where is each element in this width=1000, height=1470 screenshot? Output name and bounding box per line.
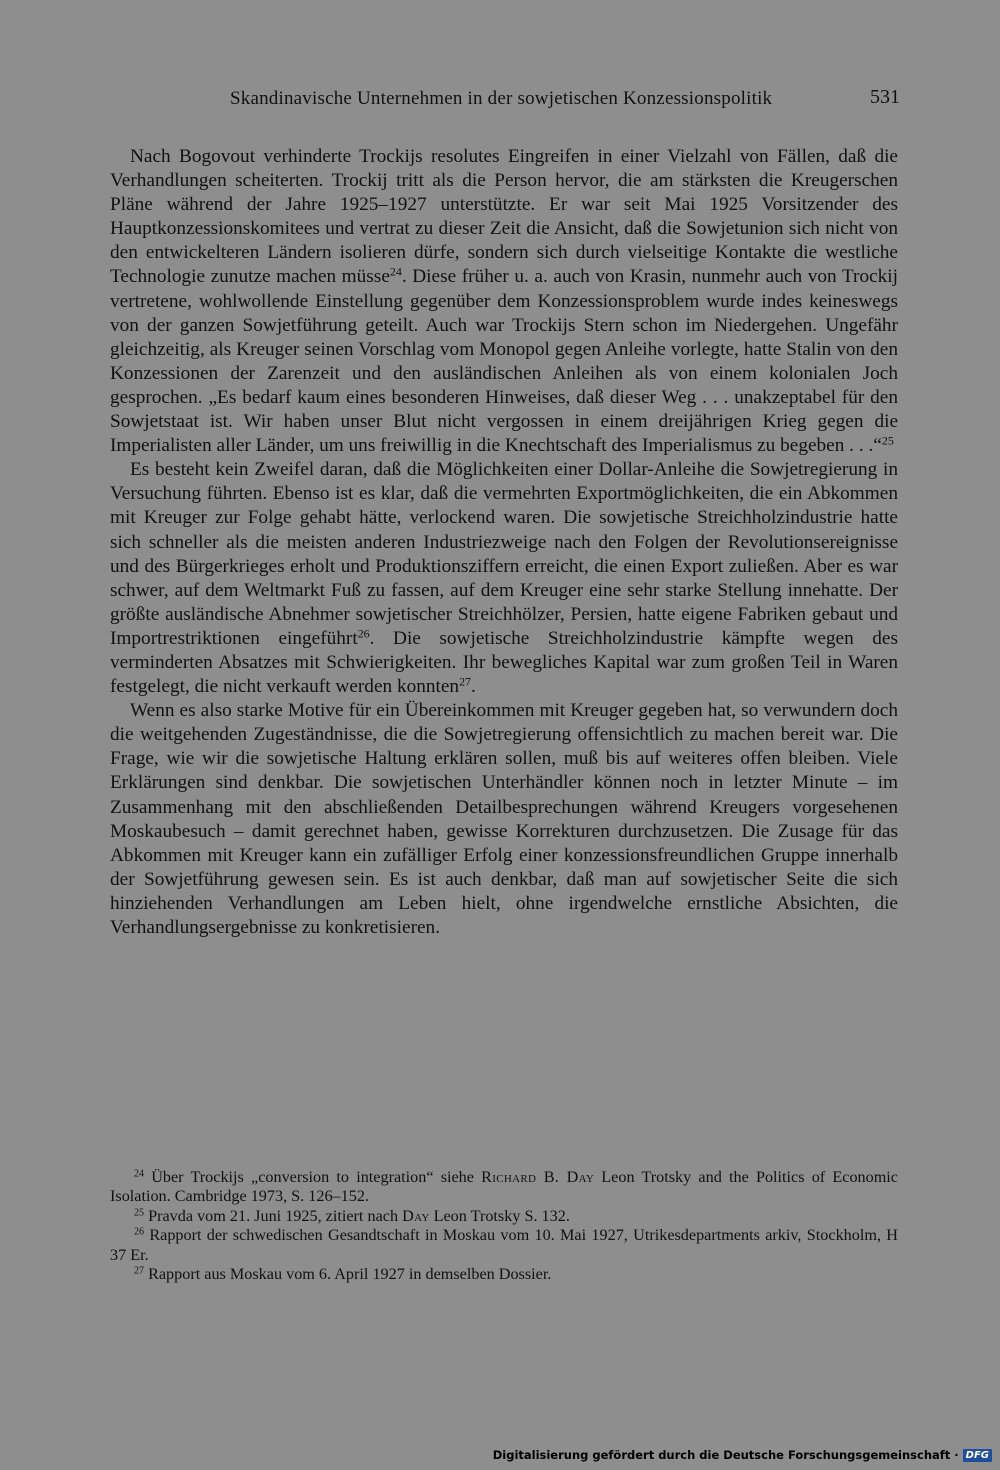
paragraph-text: Nach Bogovout verhinderte Trockijs resolutes Eingreifen in einer Vielzahl von Fällen, daß die Verhandlungen scheiterten. Trockij tritt als die Person hervor, die am stärksten die Kreugerschen Pläne während der Jahre 1925–1927 unterstützte. Er war seit Mai 1925 Vorsitzender des Hauptkonzessionskomitees und vertrat zu dieser Zeit die Ansicht, daß die Sowjetunion sich nicht von den entwickelteren Ländern isolieren dürfe, sondern sich durch vielseitige Kontakte die westliche Technologie zunutze machen müsse xyxy=(110,146,898,288)
footnote-ref-24[interactable]: 24 xyxy=(389,264,402,279)
footnote-25 xyxy=(110,1207,898,1226)
footnote-number: 26 xyxy=(134,1226,145,1238)
paragraph-text: . Die sowjetische Streichholzindustrie kämpfte wegen des verminderten Absatzes mit Schwierigkeiten. Ihr bewegliches Kapital war zum großen Teil in Waren festgelegt, die nicht verkauft werden konnten xyxy=(110,627,898,698)
footnote-text: Pravda vom 21. Juni 1925, zitiert nach xyxy=(148,1206,403,1225)
footnote-ref-25[interactable]: 25 xyxy=(881,433,894,448)
footnote-ref-27[interactable]: 27 xyxy=(459,674,472,689)
footnote-text: Leon Trotsky S. 132. xyxy=(429,1206,570,1225)
footnote-author: Richard B. Day xyxy=(481,1168,595,1186)
paragraph-text: Es besteht kein Zweifel daran, daß die Möglichkeiten einer Dollar-Anleihe die Sowjetregierung in Versuchung führten. Ebenso ist es klar, daß die vermehrten Exportmöglichkeiten, die ein Abkommen mit Kreuger zur Folge gehabt hätte, verlockend waren. Die sowjetische Streichholzindustrie hatte sich schneller als die meisten anderen Industriezweige nach den Folgen der Revolutionsereignisse und des Bürgerkrieges erholt und Produktionsziffern erreicht, die einen Export zuließen. Aber es war schwer, auf dem Weltmarkt Fuß zu fassen, auf dem Kreuger eine sehr starke Stellung innehatte. Der größte ausländische Abnehmer sowjetischer Streichhölzer, Persien, hatte eigene Fabriken gebaut und Importrestriktionen eingeführt xyxy=(110,459,898,649)
footnote-number: 25 xyxy=(134,1207,145,1219)
main-text xyxy=(110,145,898,940)
paragraph-text: . xyxy=(471,676,476,698)
footnote-text: Rapport der schwedischen Gesandtschaft in Moskau vom 10. Mai 1927, Utrikesdepartments arkiv, Stockholm, H 37 Er. xyxy=(110,1226,898,1264)
footnote-ref-26[interactable]: 26 xyxy=(357,626,370,641)
paragraph-text: . Diese früher u. a. auch von Krasin, nunmehr auch von Trockij vertretene, wohlwollende Einstellung gegenüber dem Konzessionsproblem wurde indes keineswegs von der ganzen Sowjetführung geteilt. Auch war Trockijs Stern schon im Niedergehen. Ungefähr gleichzeitig, als Kreuger seinen Vorschlag vom Monopol gegen Anleihe vorlegte, hatte Stalin von den Konzessionen der Zarenzeit und den ausländischen Anleihen als von einem kolonialen Joch gesprochen. „Es bedarf kaum eines besonderen Hinweises, daß dieser Weg . . . unakzeptabel für den Sowjetstaat ist. Wir haben unser Blut nicht vergossen in einem dreijährigen Krieg gegen die Imperialisten aller Länder, um uns freiwillig in die Knechtschaft des Imperialismus zu begeben . . .“ xyxy=(110,266,899,457)
page-number: 531 xyxy=(870,86,900,108)
footnote-author: Day xyxy=(402,1206,430,1225)
footnote-27 xyxy=(110,1265,898,1284)
paragraph-3: Wenn es also starke Motive für ein Übereinkommen mit Kreuger gegeben hat, so verwundern doch die weitgehenden Zugeständnisse, die die Sowjetregierung offensichtlich zu machen bereit war. Die Frage, wie wir die sowjetische Haltung erklären sollen, muß bis auf weiteres offen bleiben. Viele Erklärungen sind denkbar. Die sowjetischen Unterhändler können noch in letzter Minute – im Zusammenhang mit den abschließenden Detailbesprechungen während Kreugers vorgesehenen Moskaubesuch – damit gerechnet haben, gewisse Korrekturen durchzusetzen. Die Zusage für das Abkommen mit Kreuger kann ein zufälliger Erfolg einer konzessionsfreundlichen Gruppe innerhalb der Sowjetführung gewesen sein. Es ist auch denkbar, daß man auf sowjetischer Seite die sich hinziehenden Verhandlungen am Leben hielt, ohne irgendwelche ernstliche Absichten, die Verhandlungsergebnisse zu konkretisieren. xyxy=(110,700,898,938)
footnote-number: 27 xyxy=(134,1265,145,1277)
footnotes xyxy=(110,1168,898,1284)
footnote-text: Leon Trotsky and the Politics of Economic Isolation. Cambridge 1973, S. 126–152. xyxy=(110,1168,898,1206)
footnote-text: Über Trockijs „conversion to integration“ siehe xyxy=(151,1168,482,1186)
funding-credit xyxy=(493,1448,992,1462)
paragraph-1 xyxy=(110,145,898,458)
footnote-26 xyxy=(110,1226,898,1265)
footnote-text: Rapport aus Moskau vom 6. April 1927 in demselben Dossier. xyxy=(148,1265,552,1284)
footnote-24 xyxy=(110,1168,898,1207)
dfg-logo-icon: DFG xyxy=(963,1449,992,1462)
credit-text: Digitalisierung gefördert durch die Deutsche Forschungsgemeinschaft · xyxy=(492,1448,959,1462)
footnote-number: 24 xyxy=(134,1168,145,1180)
paragraph-2 xyxy=(110,458,898,699)
running-head: Skandinavische Unternehmen in der sowjetischen Konzessionspolitik xyxy=(230,88,773,109)
page-header xyxy=(110,88,900,118)
